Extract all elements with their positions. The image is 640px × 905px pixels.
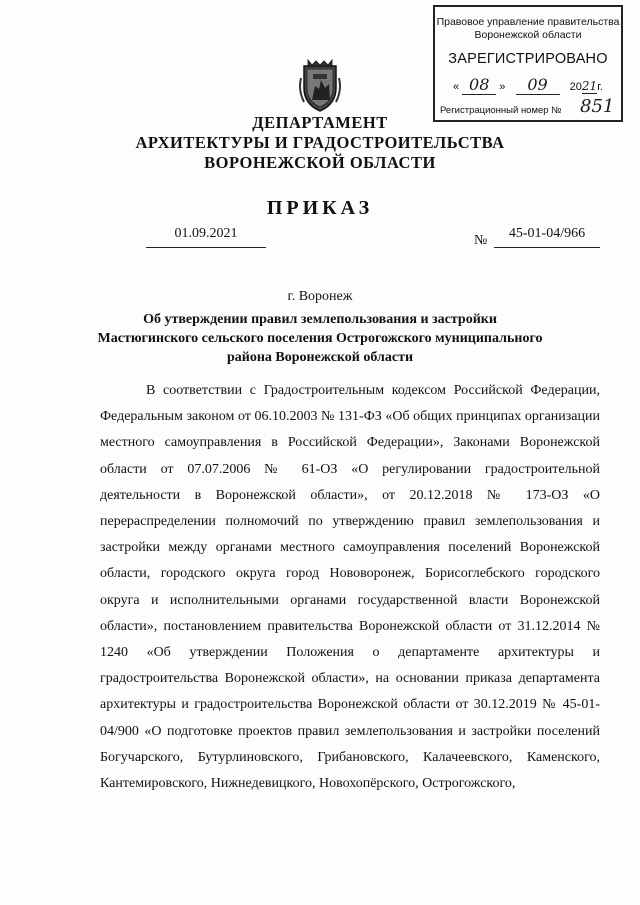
stamp-org-line2: Воронежской области [474,29,582,41]
department-title-line1: ДЕПАРТАМЕНТ [252,113,388,132]
stamp-reg-number-label: Регистрационный номер № [440,105,562,116]
order-city: г. Воронеж [287,289,353,304]
department-title-line3: ВОРОНЕЖСКОЙ ОБЛАСТИ [204,153,436,172]
department-title-line2: АРХИТЕКТУРЫ И ГРАДОСТРОИТЕЛЬСТВА [135,133,505,152]
order-subject-line3: района Воронежской области [226,350,414,365]
body-paragraph: В соответствии с Градостроительным кодексом Российской Федерации, Федеральным законом от 06.10.2003 № 131-ФЗ «Об общих принципах организации местного самоуправления в Российской Федерации», Законами Воронежской области от 07.07.2006 № 61-ОЗ «О регулировании градостроительной деятельности в Воронежской области», от 20.12.2018 № 173-ОЗ «О перераспределении полномочий по утверждению правил землепользования и застройки между органами местного самоуправления поселений Воронежской области, городского округа город Нововоронеж, Борисоглебского городского округа и исполнительными органами государственной власти Воронежской области», постановлением правительства Воронежской области от 31.12.2014 № 1240 «Об утверждении Положения о департаменте архитектуры и градостроительства Воронежской области», на основании приказа департамента архитектуры и градостроительства Воронежской области от 30.12.2019 № 45-01-04/900 «О подготовке проектов правил землепользования и застройки поселений Богучарского, Бутурлиновского, Грибановского, Калачеевского, Каменского, Кантемировского, Нижнедевицкого, Новохопёрского, Острогожского, [100,383,600,792]
order-title: ПРИКАЗ [266,197,374,219]
stamp-date-day: 08 [462,75,496,95]
stamp-date-year-unit: г. [597,81,603,93]
order-date: 01.09.2021 [146,226,266,248]
registration-stamp [433,5,623,122]
stamp-date [435,75,621,95]
order-number-sign: № [474,233,488,248]
order-subject-line2: Мастюгинского сельского поселения Острогожского муниципального [97,331,543,346]
stamp-date-year-prefix: 20 [569,81,582,93]
order-body [100,378,600,797]
stamp-registered-label: ЗАРЕГИСТРИРОВАНО [448,51,608,67]
stamp-date-open-quote: « [453,81,460,93]
order-subject-line1: Об утверждении правил землепользования и застройки [143,312,497,327]
stamp-date-year-suffix: 21 [581,79,598,93]
stamp-date-month: 09 [516,75,560,95]
order-number: 45-01-04/966 [494,226,600,248]
stamp-org-line1: Правовое управление правительства [436,16,620,28]
coat-of-arms-icon [298,58,342,114]
order-subject [60,310,580,367]
stamp-date-close-quote: » [499,81,506,93]
stamp-reg-number-value: 851 [580,96,615,117]
